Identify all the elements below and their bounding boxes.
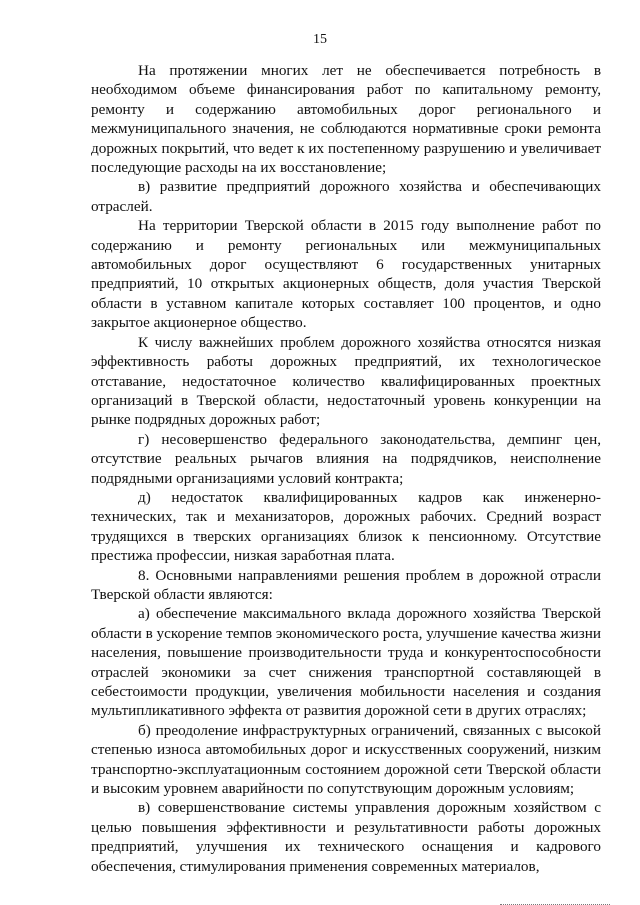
paragraph-key-problems: К числу важнейших проблем дорожного хозяйства относятся низкая эффективность работы дорожных предприятий, их технологическое отставание, недостаточное количество квалифицированных проектных организаций в Тверской области, недостаточный уровень конкуренции на рынке подрядных дорожных работ; bbox=[91, 333, 601, 429]
paragraph-item-a-economic-growth: а) обеспечение максимального вклада дорожного хозяйства Тверской области в ускорение темпов экономического роста, улучшение качества жизни населения, повышение производительности труда и конкурентоспособности отраслей экономики за счет снижения транспортной составляющей в себестоимости продукции, увеличения мобильности населения и создания мультипликативного эффекта от развития дорожной сети в других отраслях; bbox=[91, 605, 601, 720]
scan-edge-mark bbox=[500, 901, 610, 905]
page-number: 15 bbox=[313, 32, 327, 47]
paragraph-item-v-enterprises: в) развитие предприятий дорожного хозяйства и обеспечивающих отраслей. bbox=[91, 178, 601, 215]
paragraph-item-g-legislation: г) несовершенство федерального законодательства, демпинг цен, отсутствие реальных рычагов влияния на подрядчиков, неисполнение подрядными организациями условий контракта; bbox=[91, 430, 601, 487]
paragraph-financing-shortfall: На протяжении многих лет не обеспечивается потребность в необходимом объеме финансирования работ по капитальному ремонту, ремонту и содержанию автомобильных дорог регионального и межмуниципального значения, не соблюдаются нормативные сроки ремонта дорожных покрытий, что ведет к их постепенному разрушению и увеличивает последующие расходы на их восстановление; bbox=[91, 62, 601, 177]
paragraph-tver-contractors: На территории Тверской области в 2015 году выполнение работ по содержанию и ремонту региональных или межмуниципальных автомобильных дорог осуществляют 6 государственных унитарных предприятий, 10 открытых акционерных обществ, доля участия Тверской области в уставном капитале которых составляет 100 процентов, и одно закрытое акционерное общество. bbox=[91, 217, 601, 332]
paragraph-item-d-staff-shortage: д) недостаток квалифицированных кадров как инженерно-технических, так и механизаторов, дорожных рабочих. Средний возраст трудящихся в тверских организациях близок к пенсионному. Отсутствие престижа профессии, низкая заработная плата. bbox=[91, 488, 601, 565]
paragraph-item-b-infrastructure: б) преодоление инфраструктурных ограничений, связанных с высокой степенью износа автомобильных дорог и искусственных сооружений, низким транспортно-эксплуатационным состоянием дорожной сети Тверской области и высоким уровнем аварийности по сопутствующим дорожным условиям; bbox=[91, 721, 601, 798]
paragraph-section-8-directions: 8. Основными направлениями решения проблем в дорожной отрасли Тверской области являются: bbox=[91, 566, 601, 603]
paragraph-item-v-management: в) совершенствование системы управления дорожным хозяйством с целью повышения эффективности и результативности работы дорожных предприятий, улучшения их технического оснащения и кадрового обеспечения, стимулирования применения современных материалов, bbox=[91, 799, 601, 875]
document-body bbox=[91, 61, 601, 876]
